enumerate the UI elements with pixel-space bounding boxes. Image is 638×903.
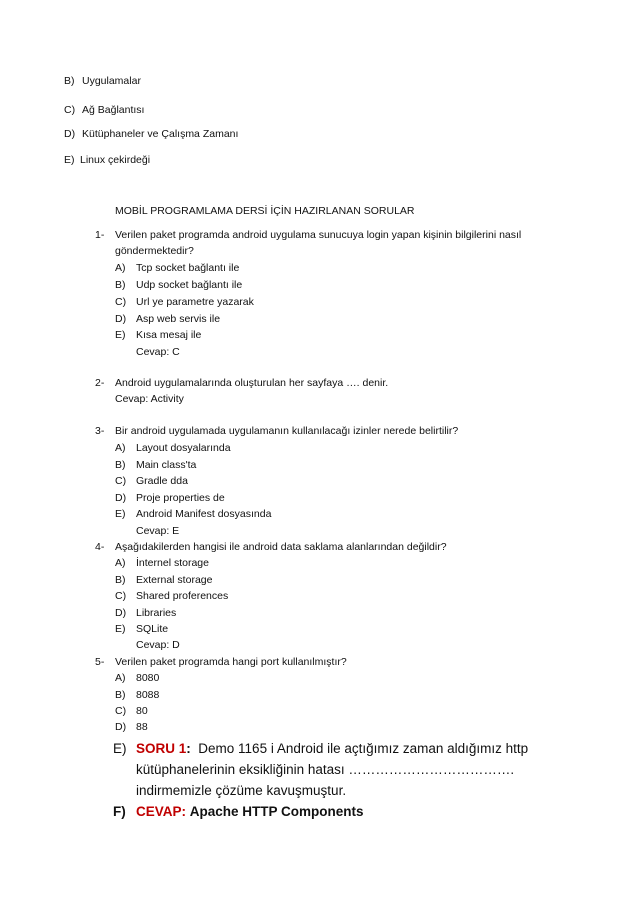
option-text: Libraries (136, 607, 177, 619)
option-text: Udp socket bağlantı ile (136, 279, 243, 291)
option-letter: A) (115, 672, 126, 684)
question-text: Verilen paket programda android uygulama sunucuya login yapan kişinin bilgilerini nasıl (115, 229, 522, 241)
option-letter: B) (115, 459, 126, 471)
option-text: Uygulamalar (82, 75, 141, 87)
question-text: göndermektedir? (115, 245, 194, 257)
option-text: Ağ Bağlantısı (82, 104, 145, 116)
option-text: 8080 (136, 672, 160, 684)
option-letter: A) (115, 557, 126, 569)
option-letter: D) (115, 721, 127, 733)
soru-label: SORU 1 (136, 741, 187, 756)
option-text: Layout dosyalarında (136, 442, 231, 454)
option-letter: D) (115, 313, 127, 325)
option-letter: E) (64, 154, 75, 166)
option-letter: A) (115, 442, 126, 454)
cevap-line (136, 802, 364, 821)
answer-text: Cevap: C (136, 346, 180, 358)
question-text: Aşağıdakilerden hangisi ile android data saklama alanlarından değildir? (115, 541, 447, 553)
question-number: 1- (95, 229, 105, 241)
option-letter: C) (115, 475, 127, 487)
option-letter: C) (115, 590, 127, 602)
soru-letter: E) (113, 741, 127, 756)
option-text: Url ye parametre yazarak (136, 296, 254, 308)
option-text: Proje properties de (136, 492, 225, 504)
option-letter: E) (115, 623, 126, 635)
option-text: Gradle dda (136, 475, 188, 487)
option-text: Main class'ta (136, 459, 197, 471)
option-letter: D) (115, 607, 127, 619)
option-text: Linux çekirdeği (80, 154, 151, 166)
option-text: Android Manifest dosyasında (136, 508, 272, 520)
option-text: SQLite (136, 623, 169, 635)
answer-text: Cevap: Activity (115, 393, 184, 405)
option-letter: C) (115, 705, 127, 717)
cevap-letter: F) (113, 804, 126, 819)
answer-text: Cevap: D (136, 639, 180, 651)
option-text: 8088 (136, 689, 160, 701)
option-letter: B) (115, 574, 126, 586)
question-number: 2- (95, 377, 105, 389)
question-number: 4- (95, 541, 105, 553)
page-heading: MOBİL PROGRAMLAMA DERSİ İÇİN HAZIRLANAN SORULAR (115, 205, 415, 217)
question-text: Verilen paket programda hangi port kullanılmıştır? (115, 656, 347, 668)
soru-text: kütüphanelerinin eksikliğinin hatası ………………………………. (136, 762, 515, 777)
soru-text: indirmemizle çözüme kavuşmuştur. (136, 783, 347, 798)
option-letter: D) (115, 492, 127, 504)
option-text: Kütüphaneler ve Çalışma Zamanı (82, 128, 239, 140)
option-text: 80 (136, 705, 148, 717)
question-text: Android uygulamalarında oluşturulan her sayfaya …. denir. (115, 377, 389, 389)
soru-colon: : (186, 741, 191, 756)
option-letter: D) (64, 128, 76, 140)
soru-text: Demo 1165 i Android ile açtığımız zaman aldığımız http (198, 741, 529, 756)
option-letter: B) (115, 279, 126, 291)
option-letter: E) (115, 329, 126, 341)
soru-line (136, 739, 528, 758)
cevap-label: CEVAP: (136, 804, 187, 819)
question-number: 5- (95, 656, 105, 668)
question-number: 3- (95, 425, 105, 437)
question-text: Bir android uygulamada uygulamanın kullanılacağı izinler nerede belirtilir? (115, 425, 459, 437)
option-text: External storage (136, 574, 213, 586)
option-letter: C) (115, 296, 127, 308)
option-text: Tcp socket bağlantı ile (136, 262, 240, 274)
option-letter: C) (64, 104, 76, 116)
option-text: Kısa mesaj ile (136, 329, 202, 341)
option-text: Shared proferences (136, 590, 229, 602)
option-letter: B) (115, 689, 126, 701)
option-text: İnternel storage (136, 557, 209, 569)
cevap-text: Apache HTTP Components (189, 804, 364, 819)
answer-text: Cevap: E (136, 525, 180, 537)
option-text: Asp web servis ile (136, 313, 221, 325)
option-letter: E) (115, 508, 126, 520)
option-text: 88 (136, 721, 148, 733)
option-letter: A) (115, 262, 126, 274)
option-letter: B) (64, 75, 75, 87)
